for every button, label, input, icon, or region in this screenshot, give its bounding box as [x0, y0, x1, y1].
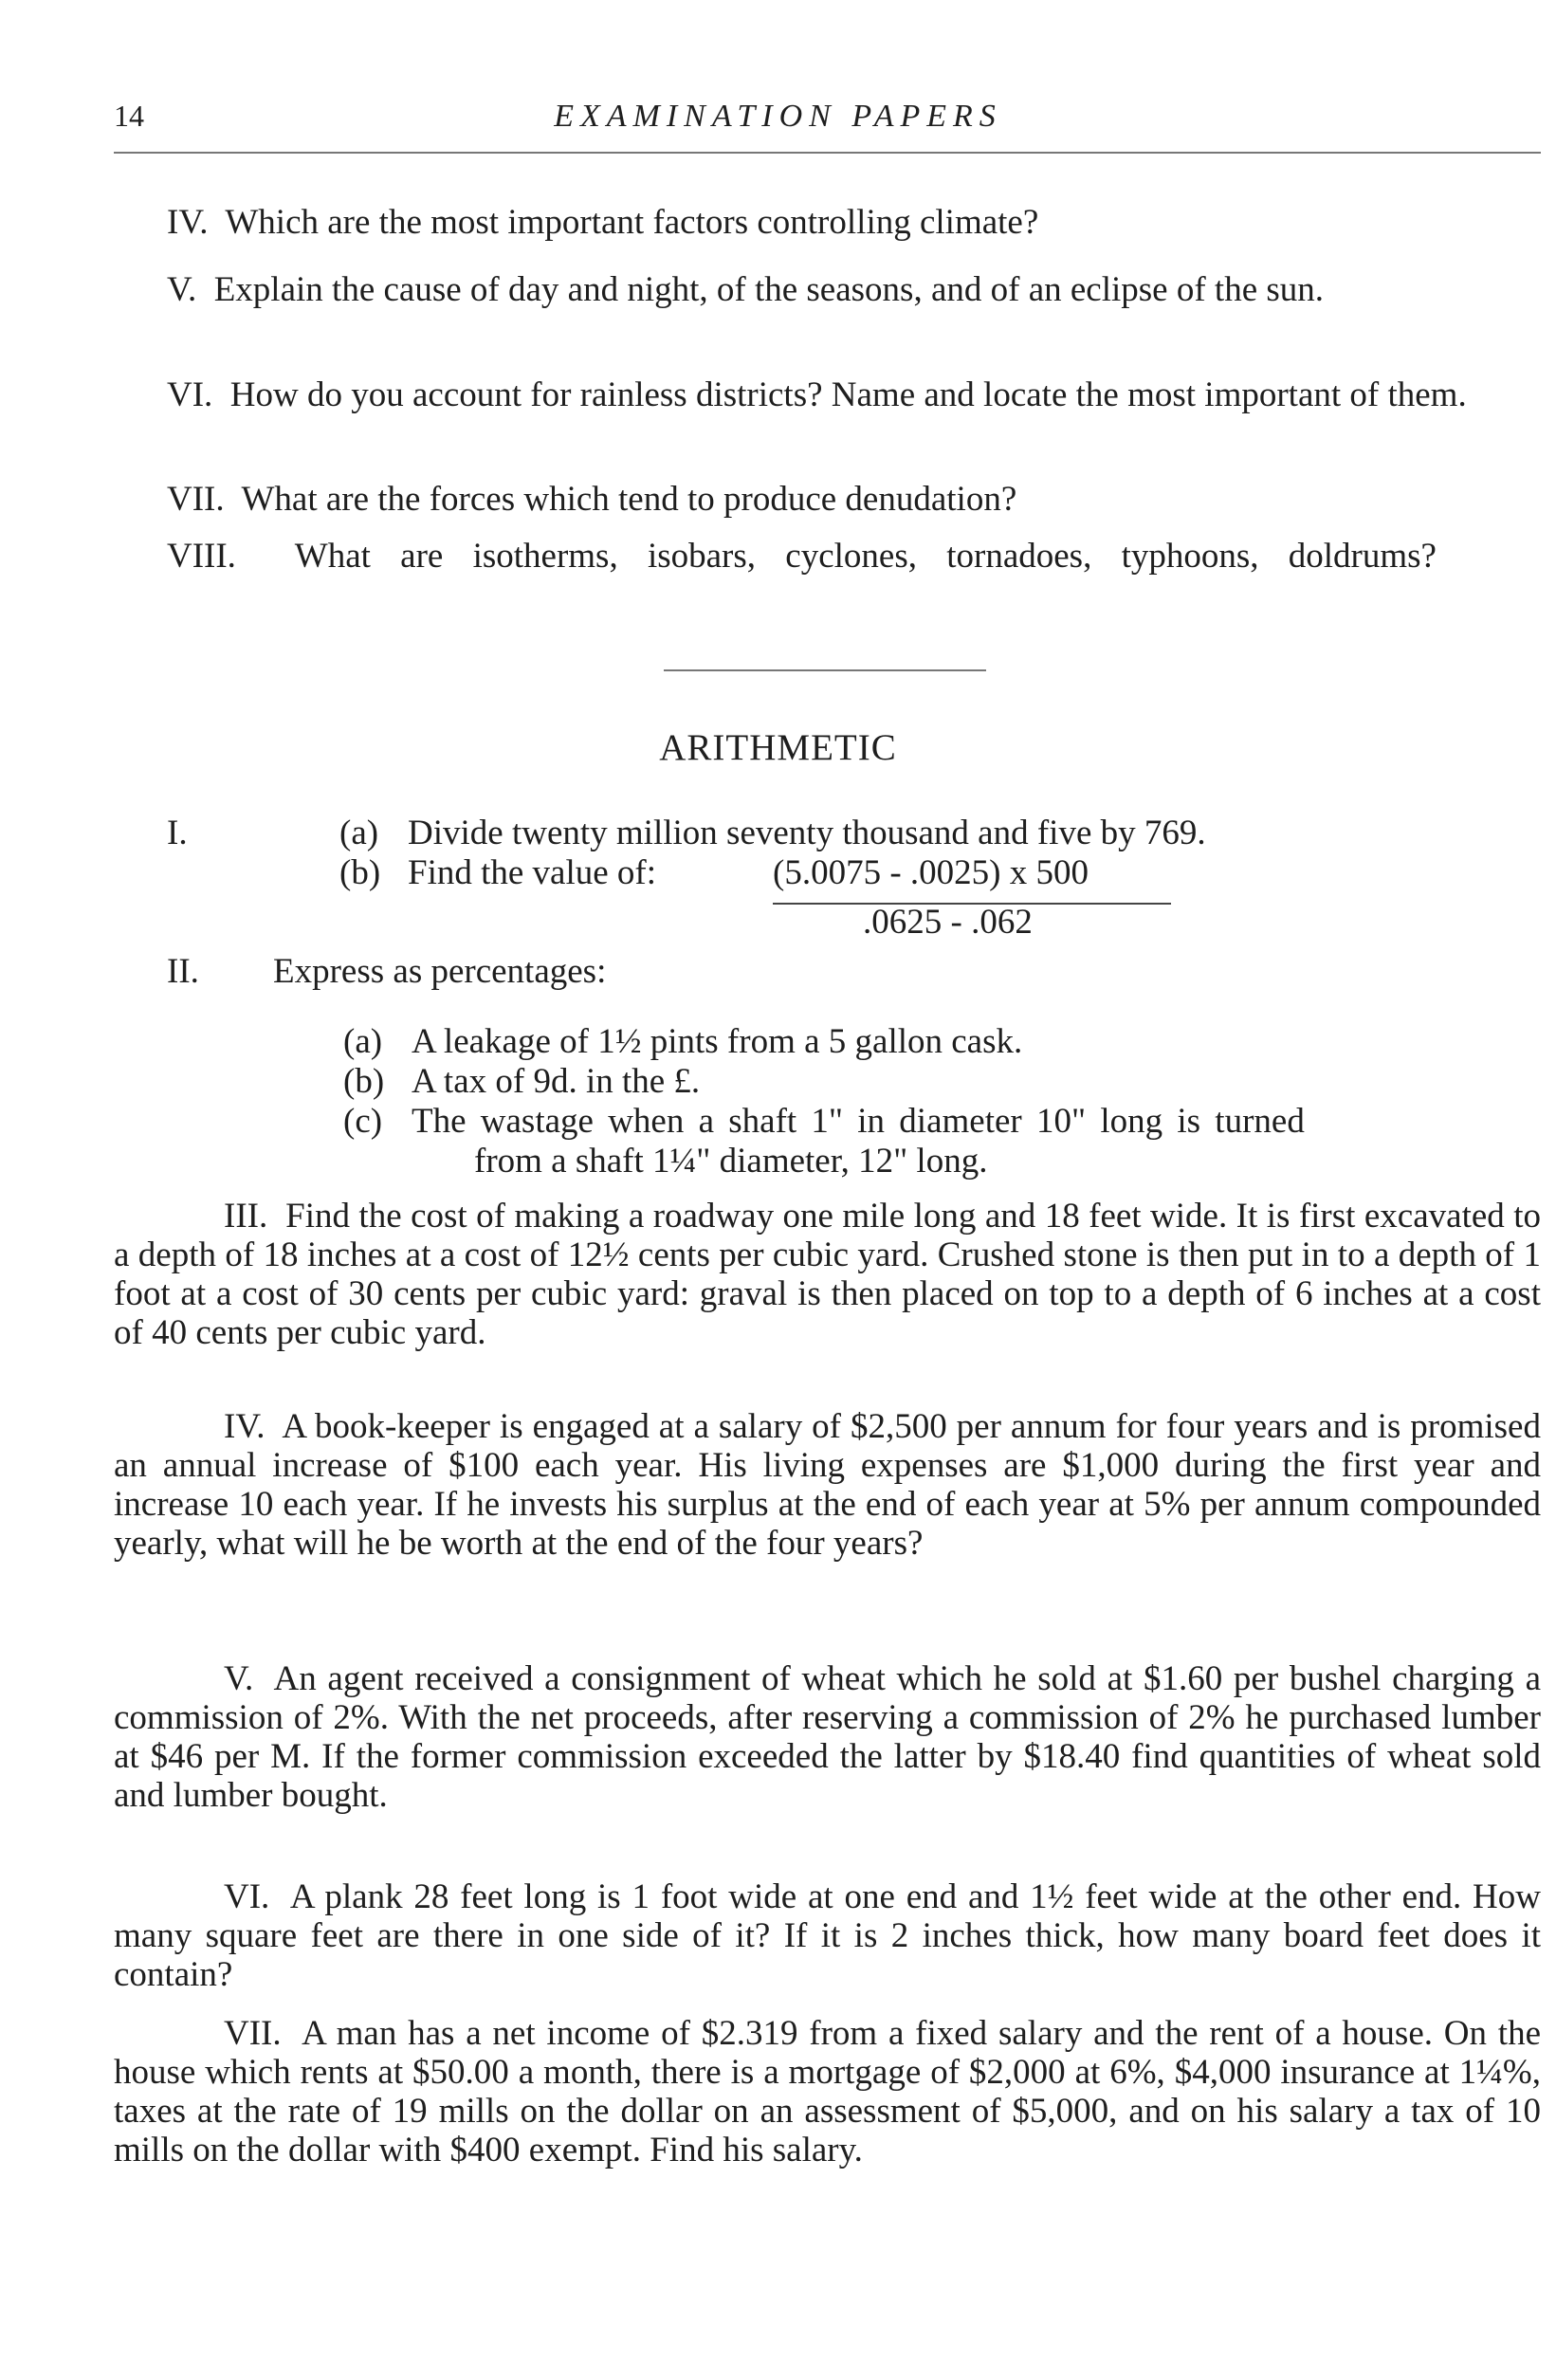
- question-text: Express as percentages:: [273, 952, 607, 991]
- fraction-denominator: .0625 - .062: [863, 903, 1033, 942]
- question-number: VI.: [167, 375, 213, 414]
- question-number: IV.: [224, 1407, 265, 1446]
- question-number: VII.: [224, 2014, 282, 2053]
- question-vi-plank: [114, 1877, 1541, 1994]
- question-number: V.: [167, 270, 197, 309]
- fraction-numerator: (5.0075 - .0025) x 500: [773, 853, 1089, 892]
- header-rule: [114, 152, 1541, 154]
- question-v-wheat: [114, 1659, 1541, 1815]
- question-text: A plank 28 feet long is 1 foot wide at one end and 1½ feet wide at the other end. How many square feet are there in one side of it? If it is 2 inches thick, how many board feet does it contain?: [114, 1877, 1541, 1994]
- question-number: VII.: [167, 480, 225, 519]
- question-number: VIII.: [167, 537, 236, 576]
- question-text: Which are the most important factors controlling climate?: [225, 203, 1039, 242]
- question-iv-book-keeper: [114, 1407, 1541, 1563]
- question-text: A book-keeper is engaged at a salary of $2,500 per annum for four years and is promised an annual increase of $100 each year. His living expenses are $1,000 during the first year and increase 10 each year. If he invests his surplus at the end of each year at 5% per annum compounded yearly, what will he be worth at the end of the four years?: [114, 1407, 1541, 1563]
- question-text: A man has a net income of $2.319 from a fixed salary and the rent of a house. On the house which rents at $50.00 a month, there is a mortgage of $2,000 at 6%, $4,000 insurance at 1¼%, taxes at the rate of 19 mills on the dollar on an assessment of $5,000, and on his salary a tax of 10 mills on the dollar with $400 exempt. Find his salary.: [114, 2014, 1541, 2169]
- question-iii-roadway: [114, 1197, 1541, 1352]
- page-number: 14: [114, 99, 144, 133]
- question-number: I.: [167, 814, 188, 852]
- subpart-text: The wastage when a shaft 1" in diameter 10" long is turned: [412, 1102, 1305, 1141]
- page-header: [0, 99, 1556, 146]
- question-vii-denudation: [114, 480, 1541, 519]
- question-number: III.: [224, 1197, 268, 1236]
- question-text: How do you account for rainless districts? Name and locate the most important of them.: [229, 375, 1467, 414]
- question-text: What are isotherms, isobars, cyclones, tornadoes, typhoons, doldrums?: [294, 537, 1437, 576]
- subpart-text: A tax of 9d. in the £.: [412, 1062, 701, 1101]
- question-v-eclipse: [114, 270, 1541, 309]
- question-vi-rainless: [114, 375, 1541, 414]
- subpart-text-continued: from a shaft 1¼" diameter, 12" long.: [474, 1142, 988, 1181]
- subpart-label: (a): [339, 814, 379, 852]
- subpart-text: Divide twenty million seventy thousand and five by 769.: [408, 814, 1206, 852]
- question-vii-salary: [114, 2014, 1541, 2169]
- question-number: VI.: [224, 1877, 270, 1916]
- section-title: ARITHMETIC: [659, 727, 897, 768]
- subpart-label: (b): [343, 1062, 385, 1101]
- subpart-text: Find the value of:: [408, 853, 657, 892]
- question-viii-isotherms: [114, 537, 1541, 576]
- subpart-label: (b): [339, 853, 381, 892]
- question-text: An agent received a consignment of wheat which he sold at $1.60 per bushel charging a commission of 2%. With the net proceeds, after reserving a commission of 2% he purchased lumber at $46 per M. If the former commission exceeded the latter by $18.40 find quantities of wheat sold and lumber bought.: [114, 1659, 1541, 1815]
- question-text: Explain the cause of day and night, of the seasons, and of an eclipse of the sun.: [213, 270, 1325, 309]
- subpart-label: (c): [343, 1102, 383, 1141]
- subpart-label: (a): [343, 1022, 383, 1061]
- question-number: IV.: [167, 203, 209, 242]
- section-divider: [664, 669, 986, 671]
- question-number: V.: [224, 1659, 254, 1698]
- question-iv-climate: [114, 203, 1541, 242]
- question-text: What are the forces which tend to produce denudation?: [241, 480, 1017, 519]
- running-head: EXAMINATION PAPERS: [554, 99, 1002, 134]
- subpart-text: A leakage of 1½ pints from a 5 gallon cask.: [412, 1022, 1023, 1061]
- question-text: Find the cost of making a roadway one mile long and 18 feet wide. It is first excavated to a depth of 18 inches at a cost of 12½ cents per cubic yard. Crushed stone is then put in to a depth of 1 foot at a cost of 30 cents per cubic yard: graval is then placed on top to a depth of 6 inches at a cost of 40 cents per cubic yard.: [114, 1197, 1541, 1352]
- question-number: II.: [167, 952, 199, 991]
